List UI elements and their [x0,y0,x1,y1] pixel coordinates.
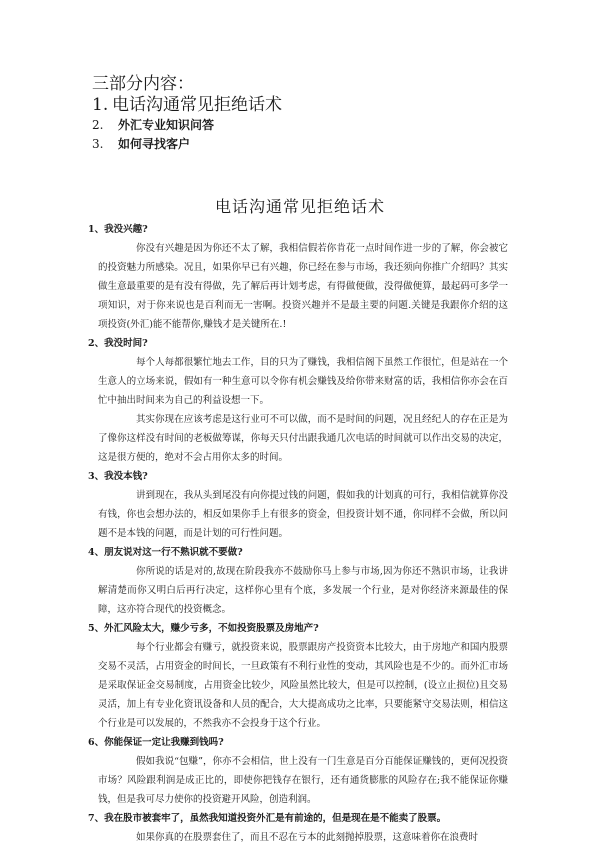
toc-item-3 [92,135,532,154]
toc-item-number: 3. [92,137,104,151]
section-title: 6、你能保证一定让我赚到钱吗? [88,737,224,748]
table-of-contents [92,74,532,154]
section-title: 5、外汇风险太大，赚少亏多，不如投资股票及房地产? [88,623,319,634]
page-title: 电话沟通常见拒绝话术 [214,197,385,216]
section-paragraph: 每个人每都很繁忙地去工作，目的只为了赚钱，我相信阁下虽然工作很忙，但是站在一个生意人的立场来说，假如有一种生意可以令你有机会赚钱及给你带来财富的话，我相信你亦会在百忙中抽出时间来为自己的利益设想一下。 [98,357,508,406]
toc-item-number: 1. [92,95,109,115]
toc-item-label: 如何寻找客户 [118,137,191,151]
toc-item-label: 外汇专业知识问答 [118,118,215,132]
toc-item-1 [92,94,532,116]
toc-heading: 三部分内容： [92,74,194,94]
section-paragraph: 假如我说“包赚”，你亦不会相信，世上没有一门生意是百分百能保证赚钱的，更何况投资市场？风险跟利润是成正比的，即使你把钱存在银行，还有通货膨胀的风险存在;我不能保证你赚钱，但是我可尽力使你的投资避开风险，创造利润。 [98,756,508,805]
section-paragraph: 其实你现在应该考虑是这行业可不可以做，而不是时间的问题，况且经纪人的存在正是为了像你这样没有时间的老板做筹谋，你每天只付出跟我通几次电话的时间就可以作出交易的决定，这是很方便的，绝对不会占用你太多的时间。 [98,414,508,463]
section-paragraph: 每个行业都会有赚亏，就投资来说，股票跟房产投资资本比较大，由于房地产和国内股票交易不灵活，占用资金的时间长，一旦政策有不利行业性的变动，其风险也是不少的。而外汇市场是采取保证金交易制度，占用资金比较少，风险虽然比较大，但是可以控制，(设立止损位)且交易灵活，加上有专业化资讯设备和人员的配合，大大提高成功之比率，只要能紧守交易法则，相信这个行业是可以发展的，不然我亦不会投身于这个行业。 [98,642,508,729]
toc-item-number: 2. [92,118,104,132]
section-title: 7、我在股市被套牢了，虽然我知道投资外汇是有前途的，但是现在是不能卖了股票。 [88,813,447,824]
section-paragraph: 如果你真的在股票套住了，而且不忍在亏本的此刻抛掉股票，这意味着你在浪费时 [136,832,479,843]
section-paragraph: 你没有兴趣是因为你还不太了解，我相信假若你肯花一点时间作进一步的了解，你会被它的投资魅力所感染。况且，如果你早已有兴趣，你已经在参与市场，我还须向你推广介绍吗？其实做生意最重要的是有没有得做，先了解后再计划考虑，有得做便做，没得做便算，最起码可多学一项知识，对于你来说也是百利而无一害啊。投资兴趣并不是最主要的问题.关键是我跟你介绍的这项投资(外汇)能不能帮你,赚钱才是关键所在.! [98,243,508,330]
section-title: 2、我没时间? [88,338,148,349]
section-paragraph: 讲到现在，我从头到尾没有向你提过钱的问题，假如我的计划真的可行，我相信就算你没有钱，你也会想办法的，相反如果你手上有很多的资金，但投资计划不通，你同样不会做，所以问题不是本钱的问题，而是计划的可行性问题。 [98,490,508,539]
document-body [88,220,508,847]
section-title: 3、我没本钱? [88,471,148,482]
section-title: 4、朋友说对这一行不熟识就不要做? [88,547,243,558]
section-paragraph: 你所说的话是对的,故现在阶段我亦不鼓励你马上参与市场,因为你还不熟识市场，让我讲解清楚而你又明白后再行决定，这样你心里有个底，多发展一个行业，是对你经济来源最佳的保障，这亦符合现代的投资概念。 [98,566,508,615]
section-title: 1、我没兴趣? [88,224,148,235]
toc-item-2 [92,116,532,135]
toc-item-label: 电话沟通常见拒绝话术 [112,95,282,115]
